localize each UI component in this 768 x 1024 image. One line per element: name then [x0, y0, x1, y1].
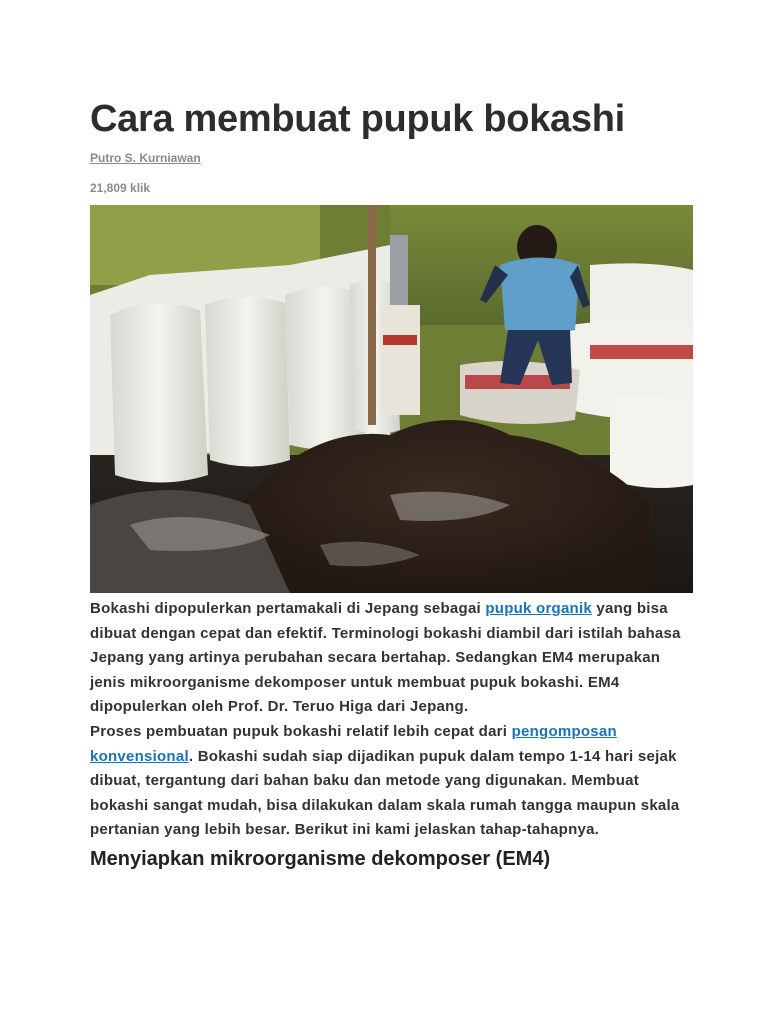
article	[90, 96, 694, 873]
section-heading: Menyiapkan mikroorganisme dekomposer (EM4)	[90, 847, 551, 870]
paragraph-intro	[90, 597, 694, 720]
sack	[110, 304, 208, 483]
paragraph-process-text-b: . Bokashi sudah siap dijadikan pupuk dalam tempo 1-14 hari sejak dibuat, tergantung dari bahan baku dan metode yang digunakan. Membuat bokashi sangat mudah, bisa dilakukan dalam skala rumah tangga maupun skala pertanian yang lebih besar. Berikut ini kami jelaskan tahap-tahapnya.	[90, 747, 680, 839]
paragraph-process-text-a: Proses pembuatan pupuk bokashi relatif lebih cepat dari	[90, 722, 512, 740]
article-title: Cara membuat pupuk bokashi	[90, 98, 625, 140]
view-count: 21,809 klik	[90, 181, 151, 195]
paragraph-intro-text-a: Bokashi dipopulerkan pertamakali di Jepang sebagai	[90, 600, 486, 617]
paragraph-intro-text-b: yang bisa dibuat dengan cepat dan efektif. Terminologi bokashi diambil dari istilah bahasa Jepang yang artinya perubahan secara bertahap. Sedangkan EM4 merupakan jenis mikroorganisme dekomposer untuk membuat pupuk bokashi. EM4 dipopulerkan oleh Prof. Dr. Teruo Higa dari Jepang.	[90, 600, 681, 716]
author-line	[90, 150, 694, 166]
author-link[interactable]: Putro S. Kurniawan	[90, 151, 201, 165]
link-pupuk-organik[interactable]: pupuk organik	[485, 600, 592, 617]
paragraph-process	[90, 720, 694, 843]
article-photo	[90, 205, 693, 593]
sack	[205, 297, 290, 467]
link-pengomposan-konvensional[interactable]: pengomposan konvensional	[90, 722, 617, 765]
